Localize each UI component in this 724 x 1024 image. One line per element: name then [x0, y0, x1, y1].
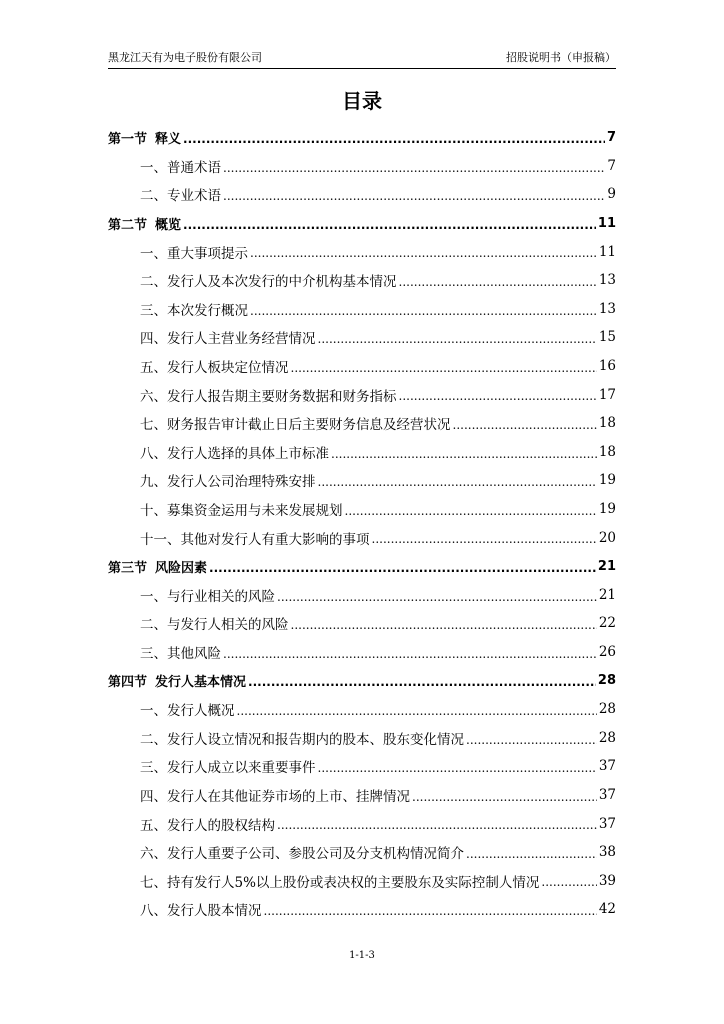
toc-entry-label: 五、发行人板块定位情况: [140, 360, 289, 377]
toc-dot-leader: [345, 504, 597, 518]
toc-page-number: 21: [597, 558, 616, 574]
toc-section-entry[interactable]: [108, 123, 616, 152]
toc-subsection-entry[interactable]: [108, 866, 616, 895]
toc-subsection-entry[interactable]: [108, 723, 616, 752]
toc-entry-label: 四、发行人在其他证券市场的上市、挂牌情况: [140, 788, 410, 805]
toc-entry-label: 二、发行人及本次发行的中介机构基本情况: [140, 274, 397, 291]
toc-page-number: 38: [598, 844, 616, 861]
toc-dot-leader: [372, 533, 597, 547]
toc-subsection-entry[interactable]: [108, 638, 616, 667]
toc-subsection-entry[interactable]: [108, 438, 616, 467]
toc-page-number: 42: [598, 901, 616, 918]
toc-entry-title: [140, 356, 289, 376]
toc-entry-title: [140, 899, 262, 919]
toc-subsection-entry[interactable]: [108, 895, 616, 924]
toc-page-number: 20: [598, 529, 616, 546]
toc-entry-label: 六、发行人报告期主要财务数据和财务指标: [140, 388, 397, 405]
toc-page-number: 7: [607, 157, 616, 174]
toc-subsection-entry[interactable]: [108, 180, 616, 209]
toc-entry-title: [140, 699, 235, 719]
toc-entry-title: [140, 242, 248, 262]
toc-dot-leader: [277, 819, 597, 833]
toc-entry-label: 概览: [155, 217, 182, 233]
toc-page-number: 17: [598, 386, 616, 403]
toc-section-entry[interactable]: [108, 209, 616, 238]
toc-entry-title: [140, 613, 289, 633]
toc-dot-leader: [318, 333, 597, 347]
toc-section-number: 第一节: [108, 131, 148, 147]
toc-page-number: 16: [598, 358, 616, 375]
toc-page-number: 28: [597, 673, 616, 689]
toc-entry-title: [140, 470, 316, 490]
toc-dot-leader: [183, 219, 596, 232]
toc-section-number: 第三节: [108, 560, 148, 576]
toc-entry-title: [140, 385, 397, 405]
toc-page-number: 28: [598, 729, 616, 746]
toc-entry-label: 八、发行人选择的具体上市标准: [140, 445, 329, 462]
toc-subsection-entry[interactable]: [108, 809, 616, 838]
toc-subsection-entry[interactable]: [108, 838, 616, 867]
toc-dot-leader: [453, 418, 597, 432]
toc-dot-leader: [412, 790, 597, 804]
toc-entry-label: 释义: [155, 131, 182, 147]
toc-entry-title: [140, 299, 248, 319]
toc-entry-title: [140, 814, 275, 834]
page-header: [108, 48, 616, 68]
toc-page-number: 28: [598, 701, 616, 718]
toc-dot-leader: [331, 447, 597, 461]
toc-entry-label: 九、发行人公司治理特殊安排: [140, 474, 316, 491]
toc-dot-leader: [223, 190, 605, 204]
toc-dot-leader: [399, 390, 597, 404]
toc-entry-label: 二、与发行人相关的风险: [140, 617, 289, 634]
toc-entry-title: [140, 528, 370, 548]
toc-dot-leader: [250, 304, 597, 318]
toc-entry-label: 一、普通术语: [140, 159, 221, 176]
toc-subsection-entry[interactable]: [108, 266, 616, 295]
toc-entry-label: 三、其他风险: [140, 645, 221, 662]
toc-entry-label: 六、发行人重要子公司、参股公司及分支机构情况简介: [140, 846, 464, 863]
toc-subsection-entry[interactable]: [108, 380, 616, 409]
toc-page-number: 13: [598, 300, 616, 317]
toc-page-number: 11: [598, 243, 616, 260]
toc-subsection-entry[interactable]: [108, 781, 616, 810]
toc-dot-leader: [264, 905, 597, 919]
toc-entry-label: 三、发行人成立以来重要事件: [140, 760, 316, 777]
toc-entry-title: [108, 214, 181, 233]
header-company: 黑龙江天有为电子股份有限公司: [108, 51, 262, 64]
toc-entry-title: [140, 270, 397, 290]
toc-page-number: 37: [598, 815, 616, 832]
toc-entry-title: [140, 184, 221, 204]
toc-entry-label: 五、发行人的股权结构: [140, 817, 275, 834]
page-number: 1-1-3: [349, 950, 375, 961]
toc-subsection-entry[interactable]: [108, 409, 616, 438]
toc-entry-title: [108, 671, 246, 690]
toc-dot-leader: [466, 847, 597, 861]
toc-entry-title: [108, 128, 181, 147]
toc-entry-title: [140, 585, 275, 605]
toc-entry-label: 七、持有发行人5%以上股份或表决权的主要股东及实际控制人情况: [140, 874, 540, 891]
toc-dot-leader: [291, 619, 597, 633]
toc-page-number: 18: [598, 443, 616, 460]
toc-entry-title: [140, 442, 329, 462]
toc-subsection-entry[interactable]: [108, 523, 616, 552]
toc-page-number: 19: [598, 501, 616, 518]
toc-dot-leader: [237, 704, 597, 718]
toc-page-number: 21: [598, 586, 616, 603]
toc-subsection-entry[interactable]: [108, 352, 616, 381]
toc-entry-title: [140, 785, 410, 805]
toc-dot-leader: [250, 247, 597, 261]
toc-entry-title: [140, 728, 464, 748]
toc-section-entry[interactable]: [108, 552, 616, 581]
toc-subsection-entry[interactable]: [108, 152, 616, 181]
toc-dot-leader: [399, 276, 597, 290]
toc-dot-leader: [277, 590, 597, 604]
toc-entry-title: [140, 871, 539, 891]
toc-entry-label: 七、财务报告审计截止日后主要财务信息及经营状况: [140, 417, 451, 434]
toc-page-number: 37: [598, 786, 616, 803]
toc-page-number: 7: [606, 129, 616, 145]
toc-entry-title: [140, 642, 221, 662]
toc-page-number: 37: [598, 758, 616, 775]
toc-entry-label: 一、与行业相关的风险: [140, 588, 275, 605]
toc-entry-label: 发行人基本情况: [155, 675, 247, 691]
toc-entry-label: 十、募集资金运用与未来发展规划: [140, 503, 343, 520]
toc-subsection-entry[interactable]: [108, 466, 616, 495]
table-of-contents: [108, 123, 616, 924]
header-doc-type: 招股说明书（申报稿）: [506, 51, 616, 64]
toc-page-number: 26: [598, 643, 616, 660]
toc-section-number: 第四节: [108, 675, 148, 691]
toc-dot-leader: [183, 133, 605, 146]
toc-entry-label: 风险因素: [155, 560, 208, 576]
toc-subsection-entry[interactable]: [108, 695, 616, 724]
toc-page-number: 13: [598, 272, 616, 289]
toc-dot-leader: [291, 361, 597, 375]
toc-subsection-entry[interactable]: [108, 609, 616, 638]
toc-page-number: 9: [607, 186, 616, 203]
toc-subsection-entry[interactable]: [108, 752, 616, 781]
toc-subsection-entry[interactable]: [108, 495, 616, 524]
toc-dot-leader: [541, 876, 596, 890]
toc-page-number: 18: [598, 415, 616, 432]
toc-entry-label: 二、发行人设立情况和报告期内的股本、股东变化情况: [140, 731, 464, 748]
toc-entry-label: 二、专业术语: [140, 188, 221, 205]
toc-dot-leader: [209, 562, 596, 575]
toc-page-number: 39: [598, 872, 616, 889]
toc-entry-title: [140, 842, 464, 862]
toc-subsection-entry[interactable]: [108, 323, 616, 352]
toc-entry-title: [140, 756, 316, 776]
page-title: 目录: [342, 89, 382, 113]
toc-dot-leader: [248, 676, 596, 689]
toc-page-number: 15: [598, 329, 616, 346]
toc-dot-leader: [466, 733, 597, 747]
toc-entry-label: 十一、其他对发行人有重大影响的事项: [140, 531, 370, 548]
toc-dot-leader: [318, 476, 597, 490]
toc-subsection-entry[interactable]: [108, 295, 616, 324]
toc-dot-leader: [223, 647, 597, 661]
toc-page-number: 11: [597, 215, 616, 231]
toc-subsection-entry[interactable]: [108, 581, 616, 610]
toc-section-entry[interactable]: [108, 666, 616, 695]
toc-page-number: 22: [598, 615, 616, 632]
header-divider: [108, 68, 616, 69]
toc-subsection-entry[interactable]: [108, 237, 616, 266]
toc-entry-title: [140, 327, 316, 347]
toc-entry-label: 八、发行人股本情况: [140, 903, 262, 920]
toc-page-number: 19: [598, 472, 616, 489]
toc-entry-label: 四、发行人主营业务经营情况: [140, 331, 316, 348]
toc-entry-title: [140, 413, 451, 433]
toc-entry-label: 一、重大事项提示: [140, 245, 248, 262]
toc-entry-label: 三、本次发行概况: [140, 302, 248, 319]
toc-entry-title: [140, 156, 221, 176]
toc-section-number: 第二节: [108, 217, 148, 233]
toc-entry-title: [108, 557, 207, 576]
toc-dot-leader: [223, 161, 605, 175]
toc-entry-label: 一、发行人概况: [140, 703, 235, 720]
toc-dot-leader: [318, 762, 597, 776]
toc-entry-title: [140, 499, 343, 519]
